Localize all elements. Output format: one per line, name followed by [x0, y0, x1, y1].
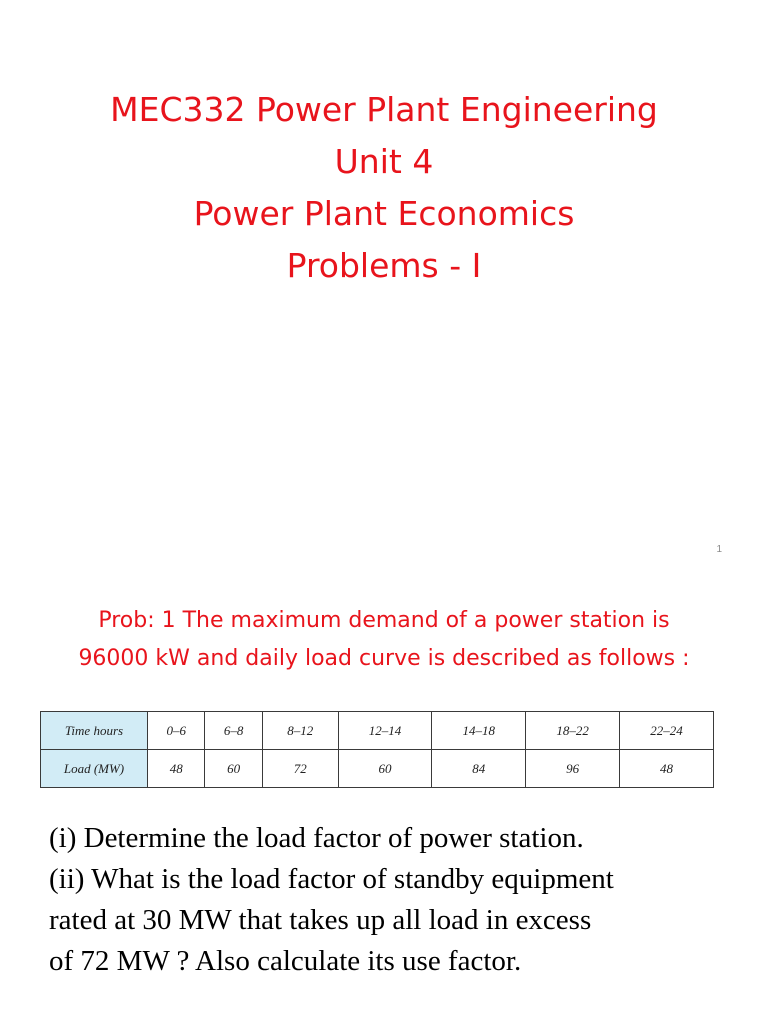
- title-line-course: MEC332 Power Plant Engineering: [110, 90, 658, 129]
- problem-questions: [49, 818, 749, 982]
- problem-statement: [0, 602, 768, 678]
- table-cell-time: 14–18: [432, 712, 526, 750]
- load-curve-table: [40, 711, 714, 788]
- table-cell-load: 84: [432, 750, 526, 788]
- slide-page-number: 1: [716, 544, 722, 555]
- table-row-time: [41, 712, 714, 750]
- title-line-problems: Problems - I: [286, 246, 482, 285]
- table-cell-load: 48: [620, 750, 714, 788]
- question-line-1: (i) Determine the load factor of power station.: [49, 822, 584, 854]
- table-cell-load: 48: [148, 750, 205, 788]
- table-cell-time: 22–24: [620, 712, 714, 750]
- slide-problem-1: [0, 570, 768, 1024]
- problem-line-1: Prob: 1 The maximum demand of a power station is: [98, 608, 670, 633]
- table-cell-time: 12–14: [338, 712, 432, 750]
- table-cell-load: 96: [526, 750, 620, 788]
- table-cell-load: 72: [262, 750, 338, 788]
- title-line-unit: Unit 4: [334, 142, 434, 181]
- table-cell-time: 18–22: [526, 712, 620, 750]
- table-cell-time: 6–8: [205, 712, 262, 750]
- table-cell-load: 60: [205, 750, 262, 788]
- row-header-load: Load (MW): [41, 750, 148, 788]
- table-row-load: [41, 750, 714, 788]
- question-line-4: of 72 MW ? Also calculate its use factor.: [49, 945, 522, 977]
- question-line-2: (ii) What is the load factor of standby equipment: [49, 863, 614, 895]
- slide-title-text: [0, 84, 768, 292]
- title-line-topic: Power Plant Economics: [193, 194, 575, 233]
- question-line-3: rated at 30 MW that takes up all load in excess: [49, 904, 592, 936]
- table-cell-load: 60: [338, 750, 432, 788]
- problem-line-2: 96000 kW and daily load curve is described as follows :: [78, 646, 690, 671]
- row-header-time: Time hours: [41, 712, 148, 750]
- table-cell-time: 0–6: [148, 712, 205, 750]
- table-cell-time: 8–12: [262, 712, 338, 750]
